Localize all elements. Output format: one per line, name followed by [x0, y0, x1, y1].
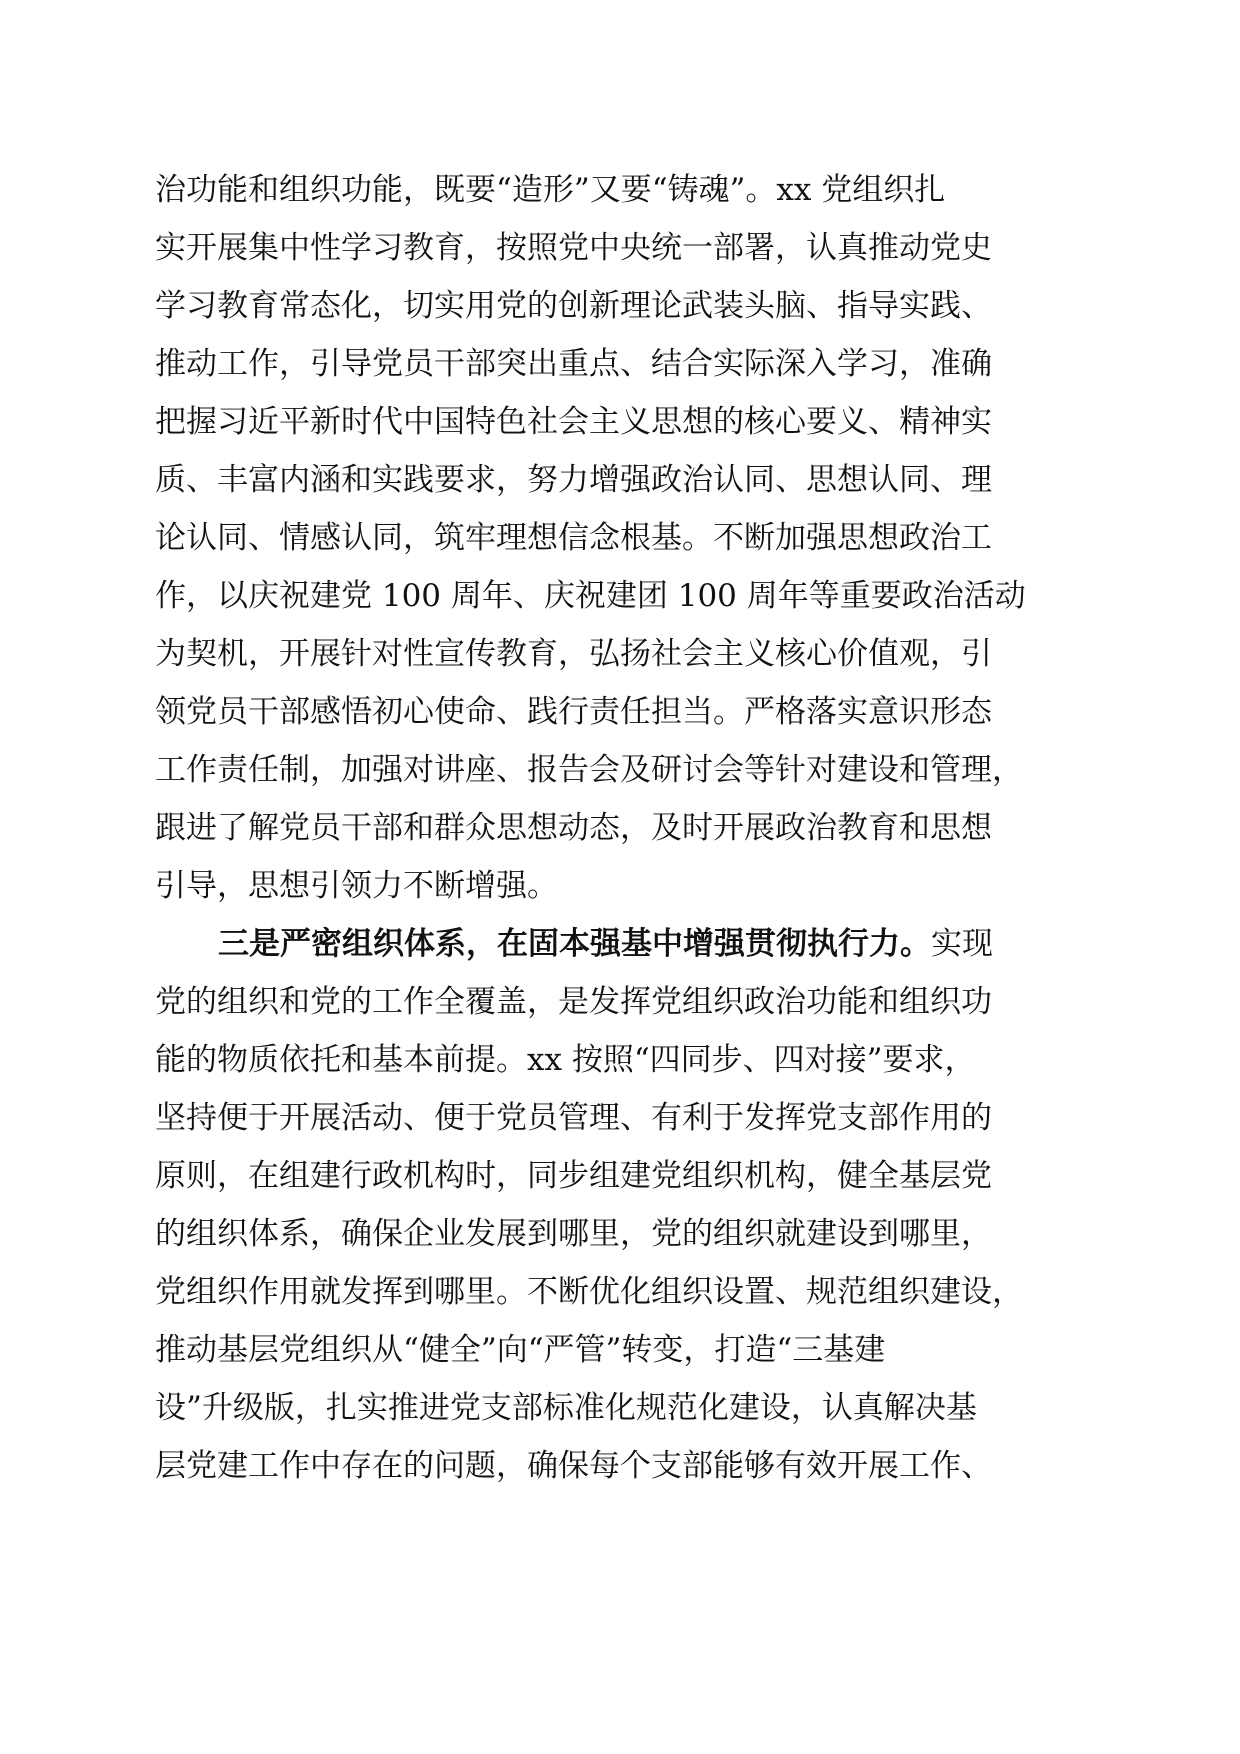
paragraph-2-line: 层党建工作中存在的问题，确保每个支部能够有效开展工作、 [155, 1448, 992, 1484]
paragraph-1-line: 把握习近平新时代中国特色社会主义思想的核心要义、精神实 [155, 404, 992, 440]
paragraph-2-line: 能的物质依托和基本前提。xx 按照“四同步、四对接”要求， [155, 1042, 976, 1078]
paragraph-1-line: 实开展集中性学习教育，按照党中央统一部署，认真推动党史 [155, 230, 992, 266]
paragraph-1-line: 跟进了解党员干部和群众思想动态，及时开展政治教育和思想 [155, 810, 992, 846]
paragraph-1-line: 学习教育常态化，切实用党的创新理论武装头脑、指导实践、 [155, 288, 992, 324]
paragraph-2-line: 坚持便于开展活动、便于党员管理、有利于发挥党支部作用的 [155, 1100, 992, 1136]
paragraph-2-line: 设”升级版，扎实推进党支部标准化规范化建设，认真解决基 [155, 1390, 977, 1426]
paragraph-2-line: 的组织体系，确保企业发展到哪里，党的组织就建设到哪里， [155, 1216, 992, 1252]
paragraph-1-line: 推动工作，引导党员干部突出重点、结合实际深入学习，准确 [155, 346, 992, 382]
paragraph-2-first-line-rest: 实现 [931, 926, 993, 962]
paragraph-2-line: 推动基层党组织从“健全”向“严管”转变，打造“三基建 [155, 1332, 886, 1368]
paragraph-2-line: 党的组织和党的工作全覆盖，是发挥党组织政治功能和组织功 [155, 984, 992, 1020]
paragraph-1-line: 治功能和组织功能，既要“造形”又要“铸魂”。xx 党组织扎 [155, 172, 946, 208]
paragraph-1-line: 论认同、情感认同，筑牢理想信念根基。不断加强思想政治工 [155, 520, 992, 556]
paragraph-2-first-line [218, 914, 1085, 974]
paragraph-1-line: 质、丰富内涵和实践要求，努力增强政治认同、思想认同、理 [155, 462, 992, 498]
paragraph-2-heading: 三是严密组织体系，在固本强基中增强贯彻执行力。 [218, 926, 931, 962]
paragraph-1-line: 为契机，开展针对性宣传教育，弘扬社会主义核心价值观，引 [155, 636, 992, 672]
paragraph-2-line: 党组织作用就发挥到哪里。不断优化组织设置、规范组织建设， [155, 1274, 1023, 1310]
paragraph-1-line: 工作责任制，加强对讲座、报告会及研讨会等针对建设和管理， [155, 752, 1023, 788]
paragraph-1-line: 作，以庆祝建党 100 周年、庆祝建团 100 周年等重要政治活动 [155, 578, 1026, 614]
paragraph-2-line: 原则，在组建行政机构时，同步组建党组织机构，健全基层党 [155, 1158, 992, 1194]
paragraph-1-line: 领党员干部感悟初心使命、践行责任担当。严格落实意识形态 [155, 694, 992, 730]
paragraph-1-line: 引导，思想引领力不断增强。 [155, 868, 558, 904]
